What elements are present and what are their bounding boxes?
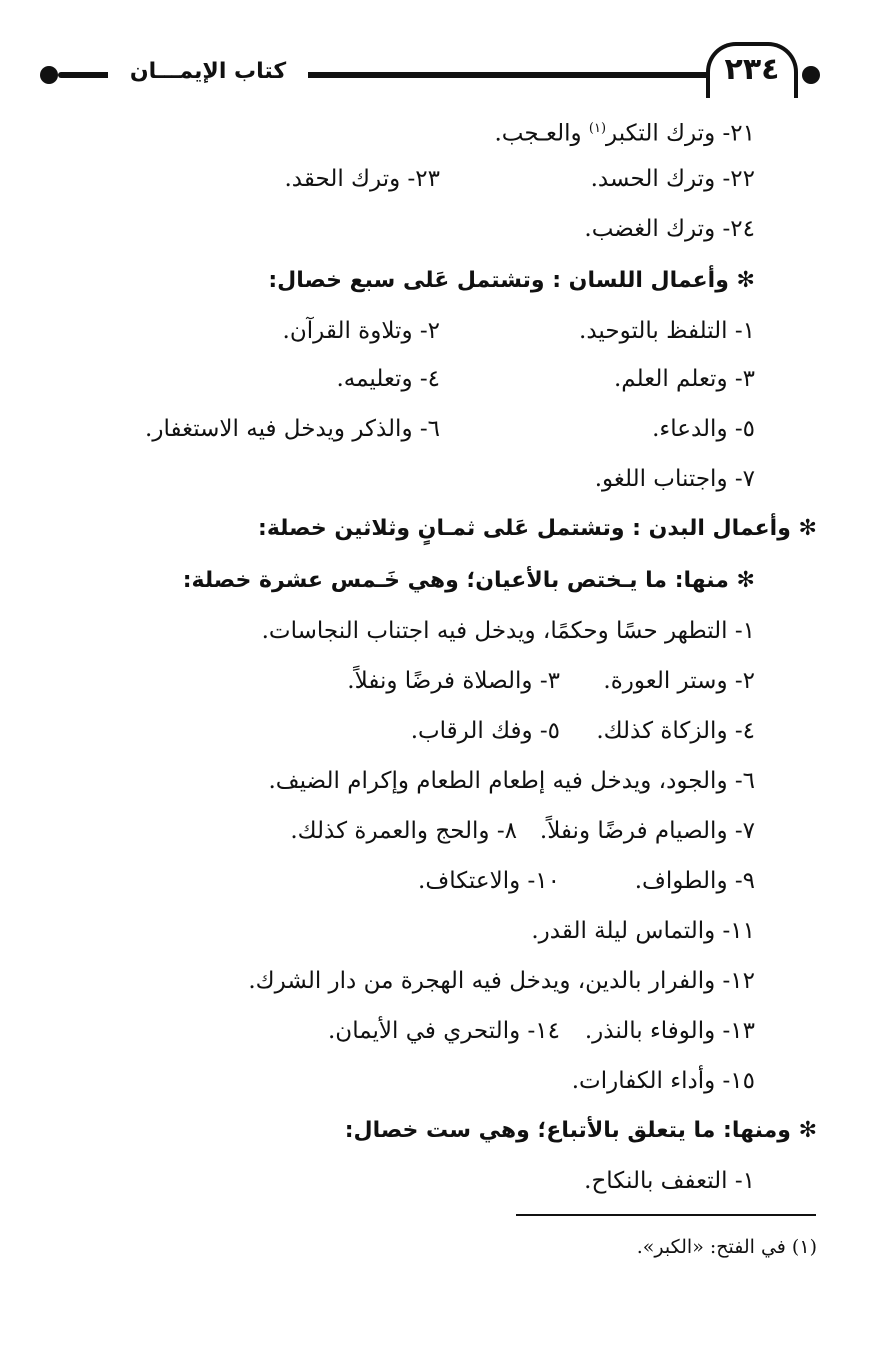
body-item-5: ٥- وفك الرقاب. bbox=[410, 718, 560, 744]
body-item-12: ١٢- والفرار بالدين، ويدخل فيه الهجرة من دار الشرك. bbox=[248, 968, 755, 994]
footnote-rule bbox=[516, 1214, 816, 1216]
book-title: كتاب الإيمـــان bbox=[108, 52, 308, 92]
item-22: ٢٢- وترك الحسد. bbox=[590, 166, 755, 192]
body-item-6: ٦- والجود، ويدخل فيه إطعام الطعام وإكرام الضيف. bbox=[268, 768, 755, 794]
body-item-7: ٧- والصيام فرضًا ونفلاً. bbox=[539, 818, 755, 844]
body-item-15: ١٥- وأداء الكفارات. bbox=[571, 1068, 755, 1094]
tongue-item-5: ٥- والدعاء. bbox=[652, 416, 755, 442]
section-heading-body: ✻ وأعمال البدن : وتشتمل عَلى ثمـانٍ وثلاثين خصلة: bbox=[258, 516, 817, 541]
body-item-3: ٣- والصلاة فرضًا ونفلاً. bbox=[347, 668, 560, 694]
header-right-dot bbox=[802, 66, 820, 84]
tongue-item-4: ٤- وتعليمه. bbox=[336, 366, 440, 392]
body-item-10: ١٠- والاعتكاف. bbox=[418, 868, 560, 894]
body-item-2: ٢- وستر العورة. bbox=[603, 668, 755, 694]
subsection-heading-individual: ✻ منها: ما يـختص بالأعيان؛ وهي خَـمس عشرة خصلة: bbox=[182, 568, 755, 593]
item-23: ٢٣- وترك الحقد. bbox=[284, 166, 440, 192]
body-item-14: ١٤- والتحري في الأيمان. bbox=[328, 1018, 560, 1044]
tongue-item-6: ٦- والذكر ويدخل فيه الاستغفار. bbox=[145, 416, 440, 442]
item-21: ٢١- وترك التكبر$^{(١)}$ والعـجب. bbox=[494, 120, 755, 147]
page-number: ٢٣٤ bbox=[724, 52, 780, 87]
tongue-item-2: ٢- وتلاوة القرآن. bbox=[282, 318, 440, 344]
body-item-9: ٩- والطواف. bbox=[634, 868, 755, 894]
body-item-4: ٤- والزكاة كذلك. bbox=[596, 718, 755, 744]
subsection-heading-followers: ✻ ومنها: ما يتعلق بالأتباع؛ وهي ست خصال: bbox=[344, 1118, 817, 1143]
item-24: ٢٤- وترك الغضب. bbox=[584, 216, 755, 242]
footnote-ref: (١) bbox=[588, 121, 607, 136]
footnote: (١) في الفتح: «الكبر». bbox=[636, 1236, 817, 1258]
body-item-1: ١- التطهر حسًا وحكمًا، ويدخل فيه اجتناب النجاسات. bbox=[261, 618, 755, 644]
body-item-8: ٨- والحج والعمرة كذلك. bbox=[290, 818, 517, 844]
section-heading-tongue: ✻ وأعمال اللسان : وتشتمل عَلى سبع خصال: bbox=[268, 268, 755, 293]
body-item-13: ١٣- والوفاء بالنذر. bbox=[584, 1018, 755, 1044]
tongue-item-3: ٣- وتعلم العلم. bbox=[613, 366, 755, 392]
tongue-item-7: ٧- واجتناب اللغو. bbox=[594, 466, 755, 492]
followers-item-1: ١- التعفف بالنكاح. bbox=[584, 1168, 755, 1194]
header-left-dot bbox=[40, 66, 58, 84]
body-item-11: ١١- والتماس ليلة القدر. bbox=[531, 918, 755, 944]
tongue-item-1: ١- التلفظ بالتوحيد. bbox=[579, 318, 755, 344]
